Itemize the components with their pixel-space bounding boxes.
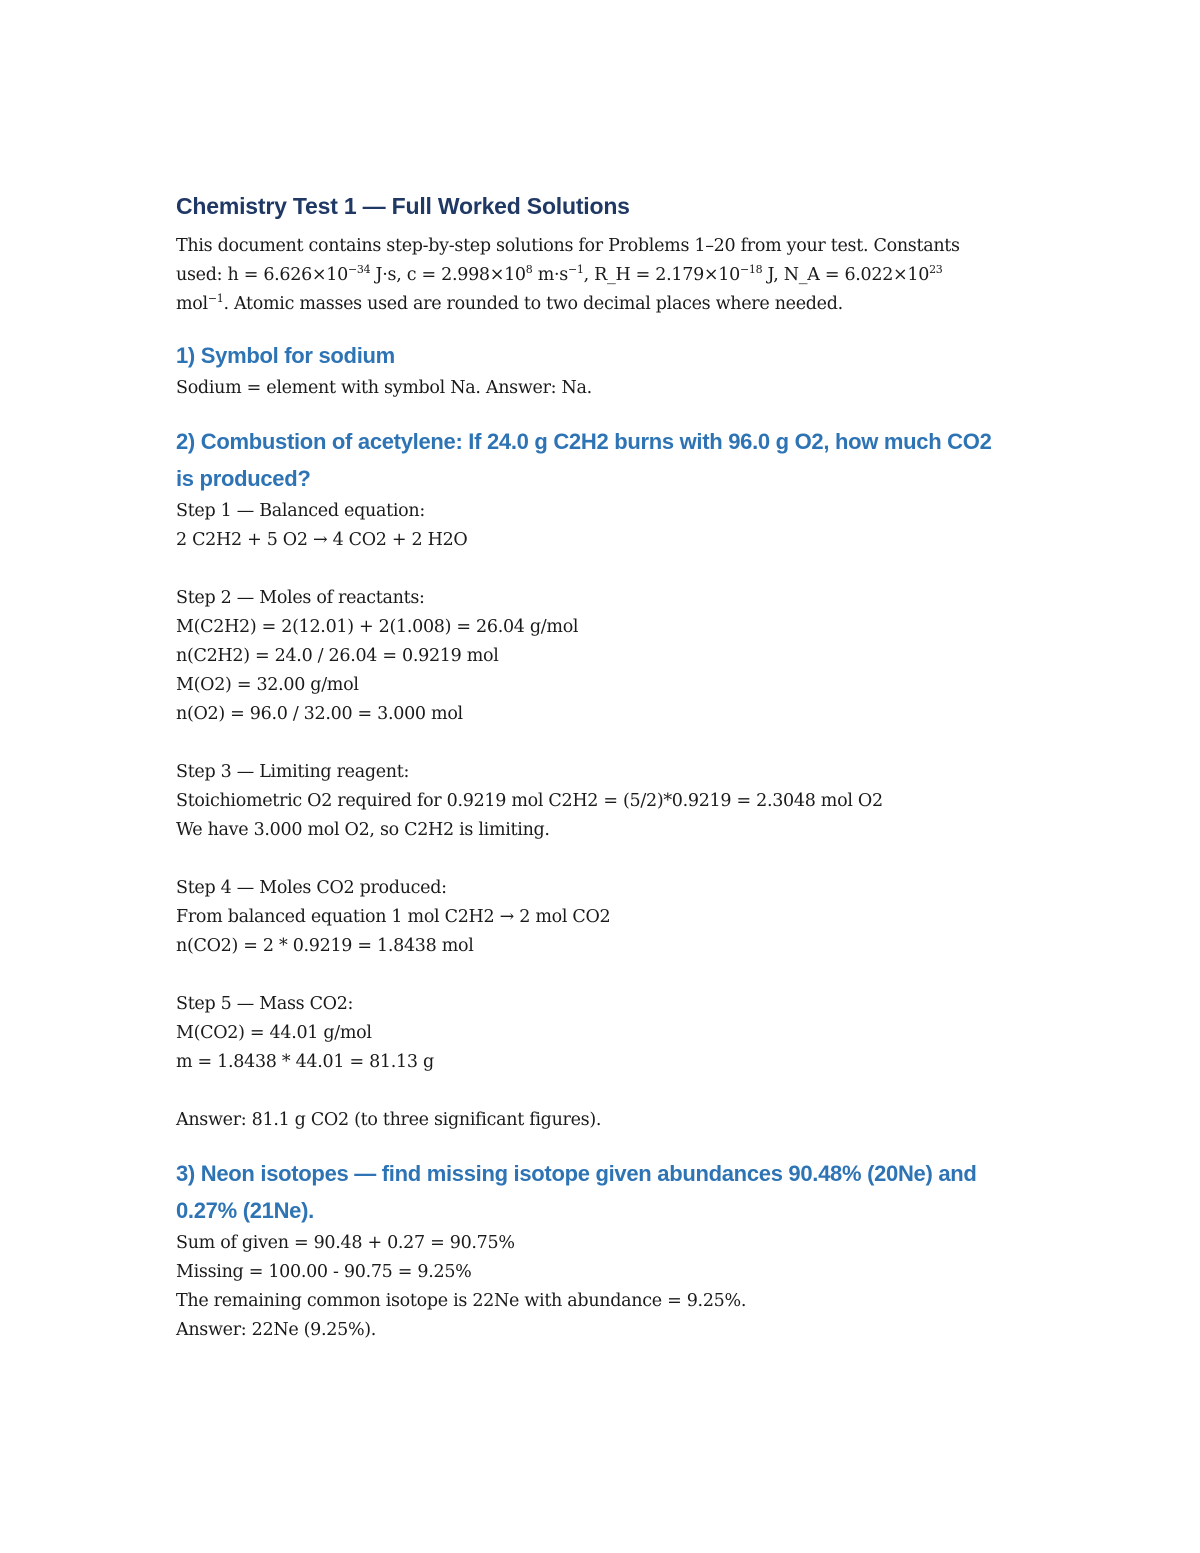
body-line: Sodium = element with symbol Na. Answer: Na. [176, 378, 592, 398]
body-line: n(CO2) = 2 * 0.9219 = 1.8438 mol [176, 936, 474, 956]
constant-rh: , R_H = 2.179×10 [583, 265, 740, 285]
unit-text: m·s [532, 265, 568, 285]
blank-line [176, 729, 1036, 758]
document-title: Chemistry Test 1 — Full Worked Solutions [176, 193, 630, 219]
section-3-body [176, 1229, 1036, 1345]
section-2-body [176, 497, 1036, 1135]
body-line: M(O2) = 32.00 g/mol [176, 675, 359, 695]
exponent: −1 [567, 263, 584, 277]
intro-line-1: This document contains step-by-step solutions for Problems 1–20 from your test. Constants [176, 236, 960, 256]
body-line: Stoichiometric O2 required for 0.9219 mol C2H2 = (5/2)*0.9219 = 2.3048 mol O2 [176, 791, 883, 811]
blank-line [176, 845, 1036, 874]
body-line: Step 1 — Balanced equation: [176, 501, 425, 521]
exponent: −18 [739, 263, 763, 277]
exponent: −1 [207, 292, 224, 306]
section-1-body [176, 374, 1036, 403]
exponent: 23 [929, 263, 943, 277]
section-3-heading-line-1: 3) Neon isotopes — find missing isotope given abundances 90.48% (20Ne) and [176, 1161, 977, 1186]
section-2-heading-line-1: 2) Combustion of acetylene: If 24.0 g C2H2 burns with 96.0 g O2, how much CO2 [176, 429, 992, 454]
section-1-heading: 1) Symbol for sodium [176, 343, 395, 368]
body-line: From balanced equation 1 mol C2H2 → 2 mol CO2 [176, 907, 611, 927]
intro-paragraph [176, 232, 1036, 319]
body-line: We have 3.000 mol O2, so C2H2 is limiting. [176, 820, 550, 840]
body-line: n(C2H2) = 24.0 / 26.04 = 0.9219 mol [176, 646, 499, 666]
body-line: M(CO2) = 44.01 g/mol [176, 1023, 372, 1043]
body-line: Step 2 — Moles of reactants: [176, 588, 425, 608]
body-line: m = 1.8438 * 44.01 = 81.13 g [176, 1052, 434, 1072]
body-line: n(O2) = 96.0 / 32.00 = 3.000 mol [176, 704, 463, 724]
body-line: 2 C2H2 + 5 O2 → 4 CO2 + 2 H2O [176, 530, 468, 550]
document-page [176, 188, 1036, 1345]
section-3-heading [176, 1155, 1036, 1229]
section-3-heading-line-2: 0.27% (21Ne). [176, 1198, 314, 1223]
constant-na: J, N_A = 6.022×10 [762, 265, 930, 285]
exponent: −34 [347, 263, 371, 277]
intro-line-2 [176, 261, 1036, 290]
constant-c: J·s, c = 2.998×10 [370, 265, 526, 285]
blank-line [176, 1077, 1036, 1106]
body-line: Step 3 — Limiting reagent: [176, 762, 410, 782]
constant-h: used: h = 6.626×10 [176, 265, 348, 285]
body-line: Step 5 — Mass CO2: [176, 994, 354, 1014]
body-line: M(C2H2) = 2(12.01) + 2(1.008) = 26.04 g/mol [176, 617, 579, 637]
answer-line: Answer: 22Ne (9.25%). [176, 1320, 377, 1340]
body-line: The remaining common isotope is 22Ne with abundance = 9.25%. [176, 1291, 747, 1311]
body-line: Step 4 — Moles CO2 produced: [176, 878, 447, 898]
exponent: 8 [525, 263, 533, 277]
intro-text: . Atomic masses used are rounded to two decimal places where needed. [223, 294, 843, 314]
unit-text: mol [176, 294, 208, 314]
answer-line: Answer: 81.1 g CO2 (to three significant figures). [176, 1110, 602, 1130]
blank-line [176, 555, 1036, 584]
intro-line-3 [176, 290, 1036, 319]
body-line: Missing = 100.00 - 90.75 = 9.25% [176, 1262, 472, 1282]
body-line: Sum of given = 90.48 + 0.27 = 90.75% [176, 1233, 515, 1253]
section-2-heading-line-2: is produced? [176, 466, 311, 491]
blank-line [176, 961, 1036, 990]
section-2-heading [176, 423, 1036, 497]
